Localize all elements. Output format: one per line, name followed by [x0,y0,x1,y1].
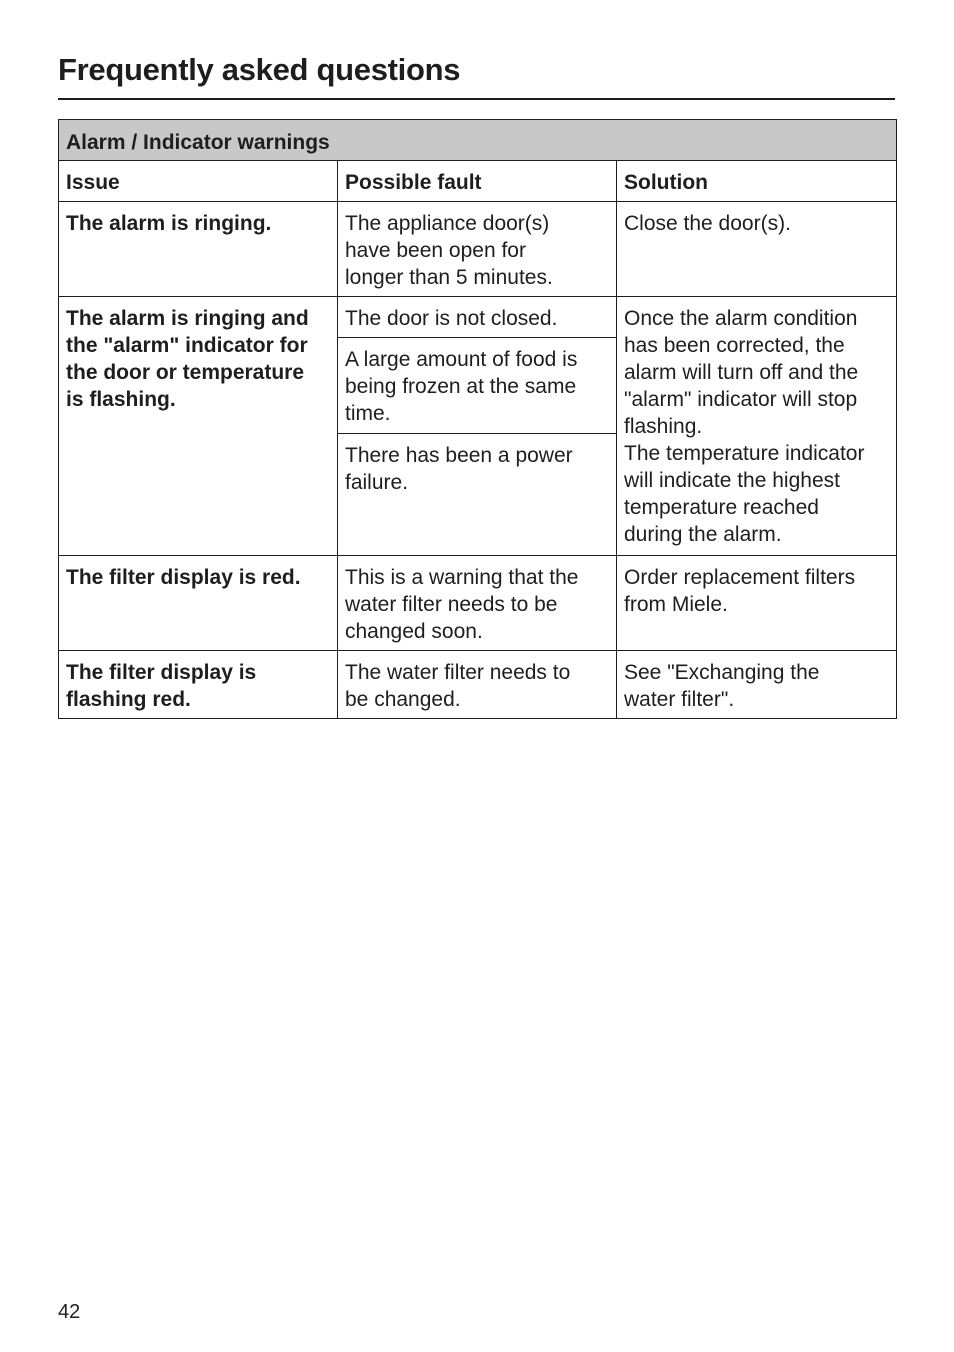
column-header-row [59,161,897,202]
section-title: Alarm / Indicator warnings [59,120,897,161]
table-row [59,556,897,651]
fault-line: have been open for [345,239,526,262]
solution-line: will indicate the highest [624,469,840,492]
fault-line: A large amount of food is [345,348,578,371]
solution-line: The temperature indicator [624,442,865,465]
solution-line: flashing. [624,415,703,438]
solution-line: See "Exchanging the [624,661,820,684]
faq-table [58,119,897,719]
column-header-solution: Solution [617,161,897,202]
table-row [59,297,897,338]
issue-cell: The filter display is red. [59,556,338,651]
fault-line: changed soon. [345,620,483,643]
fault-line: failure. [345,471,409,494]
solution-line: from Miele. [624,593,728,616]
fault-cell [338,434,617,556]
table-row [59,651,897,719]
fault-line: longer than 5 minutes. [345,266,553,289]
fault-line: being frozen at the same [345,375,577,398]
issue-cell: The alarm is ringing. [59,202,338,297]
issue-cell [59,297,338,556]
solution-line: has been corrected, the [624,334,845,357]
table-row [59,202,897,297]
solution-line: alarm will turn off and the [624,361,859,384]
fault-cell [338,297,617,338]
fault-line: time. [345,402,391,425]
issue-line: flashing red. [66,688,191,711]
section-header-row [59,120,897,161]
solution-line: Once the alarm condition [624,307,858,330]
solution-line: "alarm" indicator will stop [624,388,858,411]
solution-cell [617,202,897,297]
fault-cell [338,651,617,719]
fault-line: water filter needs to be [345,593,558,616]
issue-line: The alarm is ringing and [66,307,309,330]
fault-cell [338,556,617,651]
column-header-issue: Issue [59,161,338,202]
fault-cell [338,338,617,434]
solution-line: during the alarm. [624,523,782,546]
solution-cell [617,556,897,651]
issue-line: the "alarm" indicator for [66,334,308,357]
title-divider [58,98,895,100]
solution-line: temperature reached [624,496,819,519]
column-header-possible-fault: Possible fault [338,161,617,202]
solution-cell [617,297,897,556]
fault-line: The appliance door(s) [345,212,550,235]
issue-line: The filter display is [66,661,257,684]
issue-line: the door or temperature [66,361,305,384]
page-number: 42 [58,1301,81,1323]
fault-line: This is a warning that the [345,566,579,589]
fault-line: The water filter needs to [345,661,571,684]
solution-cell [617,651,897,719]
fault-line: be changed. [345,688,461,711]
fault-line: The door is not closed. [345,307,558,330]
solution-line: water filter". [624,688,735,711]
solution-line: Close the door(s). [624,212,791,235]
solution-line: Order replacement filters [624,566,856,589]
issue-line: is flashing. [66,388,176,411]
issue-cell [59,651,338,719]
page-title: Frequently asked questions [58,52,461,87]
fault-line: There has been a power [345,444,573,467]
fault-cell [338,202,617,297]
